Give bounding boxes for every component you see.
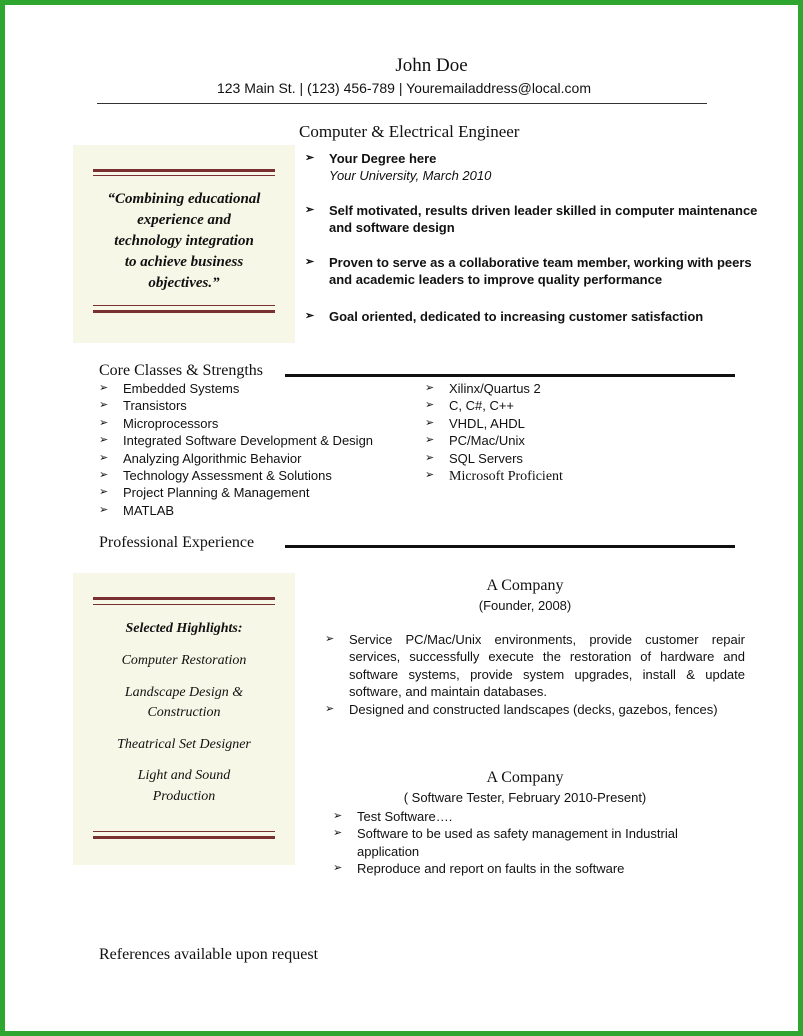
core-right-list — [425, 380, 725, 485]
arrow-bullet-icon: ➢ — [325, 633, 335, 645]
arrow-bullet-icon: ➢ — [305, 256, 315, 268]
quote-line: experience and — [137, 212, 231, 228]
core-item-text: Embedded Systems — [123, 381, 240, 396]
job-1-list — [325, 631, 745, 718]
job-item-text: Designed and constructed landscapes (decks, gazebos, fences) — [349, 701, 718, 717]
core-item-text: MATLAB — [123, 502, 175, 518]
arrow-bullet-icon: ➢ — [99, 451, 109, 464]
job-item-text: Test Software…. — [357, 809, 453, 824]
references-note: References available upon request — [99, 946, 319, 963]
candidate-name: John Doe — [395, 55, 468, 76]
quote-text — [73, 189, 295, 294]
list-item — [305, 254, 775, 288]
arrow-bullet-icon: ➢ — [99, 434, 109, 447]
quote-box-bottom-bar — [93, 310, 275, 313]
arrow-bullet-icon: ➢ — [425, 399, 435, 412]
list-item — [425, 380, 725, 397]
list-item — [99, 397, 419, 414]
core-section-rule — [285, 374, 735, 377]
list-item — [325, 631, 745, 701]
summary-item-text: Goal oriented, dedicated to increasing customer satisfaction — [329, 309, 704, 324]
core-item-text: SQL Servers — [449, 450, 523, 466]
core-item-text: C, C#, C++ — [449, 398, 515, 414]
core-left-list — [99, 380, 419, 519]
arrow-bullet-icon: ➢ — [99, 399, 109, 412]
list-item — [325, 701, 745, 718]
arrow-bullet-icon: ➢ — [425, 416, 435, 429]
highlights-box-bottom-thin-bar — [93, 831, 275, 832]
arrow-bullet-icon: ➢ — [425, 469, 435, 482]
core-item-text: PC/Mac/Unix — [449, 433, 525, 449]
highlight-item: Computer Restoration — [121, 653, 247, 668]
job-item-text: Reproduce and report on faults in the software — [357, 861, 625, 877]
arrow-bullet-icon: ➢ — [333, 827, 343, 840]
list-item — [99, 432, 419, 449]
arrow-bullet-icon: ➢ — [99, 486, 109, 499]
arrow-bullet-icon: ➢ — [333, 862, 343, 875]
arrow-bullet-icon: ➢ — [333, 810, 343, 822]
core-item-text: Transistors — [123, 398, 187, 414]
highlight-item: Theatrical Set Designer — [117, 737, 251, 752]
core-item-text: Microsoft Proficient — [449, 469, 563, 485]
job-2-list — [333, 808, 713, 878]
list-item — [99, 502, 419, 519]
arrow-bullet-icon: ➢ — [425, 382, 435, 394]
list-item — [305, 202, 775, 236]
core-item-text: VHDL, AHDL — [449, 415, 525, 431]
arrow-bullet-icon: ➢ — [305, 310, 315, 322]
role-title: Computer & Electrical Engineer — [299, 122, 520, 141]
highlights-box-top-bar — [93, 597, 275, 600]
core-item-text: Technology Assessment & Solutions — [123, 468, 332, 484]
job-company: A Company — [486, 769, 564, 786]
list-item — [425, 432, 725, 449]
arrow-bullet-icon: ➢ — [99, 469, 109, 482]
quote-line: objectives.” — [148, 275, 220, 291]
degree-text: Your Degree here — [329, 151, 437, 166]
core-item-text: Analyzing Algorithmic Behavior — [123, 450, 302, 466]
quote-box-bottom-thin-bar — [93, 305, 275, 306]
arrow-bullet-icon: ➢ — [305, 152, 315, 164]
arrow-bullet-icon: ➢ — [425, 434, 435, 447]
list-item — [425, 450, 725, 467]
core-item-text: Microprocessors — [123, 415, 219, 431]
quote-line: technology integration — [114, 233, 254, 249]
highlights-box — [73, 573, 295, 865]
resume-page — [5, 5, 798, 1031]
highlight-item: Light and Sound — [137, 768, 231, 783]
list-item — [99, 450, 419, 467]
list-item — [333, 860, 713, 877]
list-item — [333, 825, 713, 860]
list-item — [333, 808, 713, 825]
list-item — [99, 484, 419, 501]
job-company: A Company — [486, 577, 564, 594]
list-item — [425, 397, 725, 414]
core-item-text: Project Planning & Management — [123, 485, 310, 501]
job-item-text: Software to be used as safety management in Industrial application — [357, 826, 678, 859]
header-divider — [97, 103, 707, 104]
job-subtitle: ( Software Tester, February 2010-Present) — [403, 790, 647, 805]
list-item — [305, 150, 775, 184]
experience-section-title: Professional Experience — [99, 534, 255, 551]
job-item-text: Service PC/Mac/Unix environments, provide customer repair services, successfully execute the restoration of hardware and software systems, provide system upgrades, install & update software, and maintain databases. — [349, 632, 745, 700]
arrow-bullet-icon: ➢ — [99, 416, 109, 429]
arrow-bullet-icon: ➢ — [325, 702, 335, 715]
summary-list — [305, 150, 775, 325]
quote-box-top-thin-bar — [93, 175, 275, 176]
highlights-box-bottom-bar — [93, 836, 275, 839]
list-item — [425, 415, 725, 432]
summary-item-text: Self motivated, results driven leader skilled in computer maintenance and software design — [329, 203, 758, 235]
highlights-box-top-thin-bar — [93, 604, 275, 605]
highlight-item: Construction — [147, 705, 221, 720]
list-item — [99, 380, 419, 397]
core-item-text: Integrated Software Development & Design — [123, 433, 374, 449]
quote-box-top-bar — [93, 169, 275, 172]
arrow-bullet-icon: ➢ — [99, 503, 109, 516]
highlights-title: Selected Highlights: — [125, 621, 243, 636]
quote-line: “Combining educational — [107, 191, 261, 207]
list-item — [99, 415, 419, 432]
contact-line: 123 Main St. | (123) 456-789 | Youremailaddress@local.com — [216, 80, 592, 96]
list-item — [305, 308, 775, 325]
arrow-bullet-icon: ➢ — [99, 382, 109, 394]
experience-section-rule — [285, 545, 735, 548]
arrow-bullet-icon: ➢ — [425, 451, 435, 464]
core-section-title: Core Classes & Strengths — [99, 362, 263, 379]
summary-item-text: Proven to serve as a collaborative team member, working with peers and academic leaders to improve quality performance — [329, 255, 752, 287]
quote-line: to achieve business — [124, 254, 244, 270]
quote-box — [73, 145, 295, 343]
list-item — [99, 467, 419, 484]
highlight-item: Landscape Design & — [124, 685, 244, 700]
list-item — [425, 467, 725, 485]
university-text: Your University, March 2010 — [329, 168, 492, 183]
arrow-bullet-icon: ➢ — [305, 204, 315, 216]
highlight-item: Production — [152, 789, 216, 804]
job-subtitle: (Founder, 2008) — [478, 598, 572, 613]
core-item-text: Xilinx/Quartus 2 — [449, 381, 541, 396]
